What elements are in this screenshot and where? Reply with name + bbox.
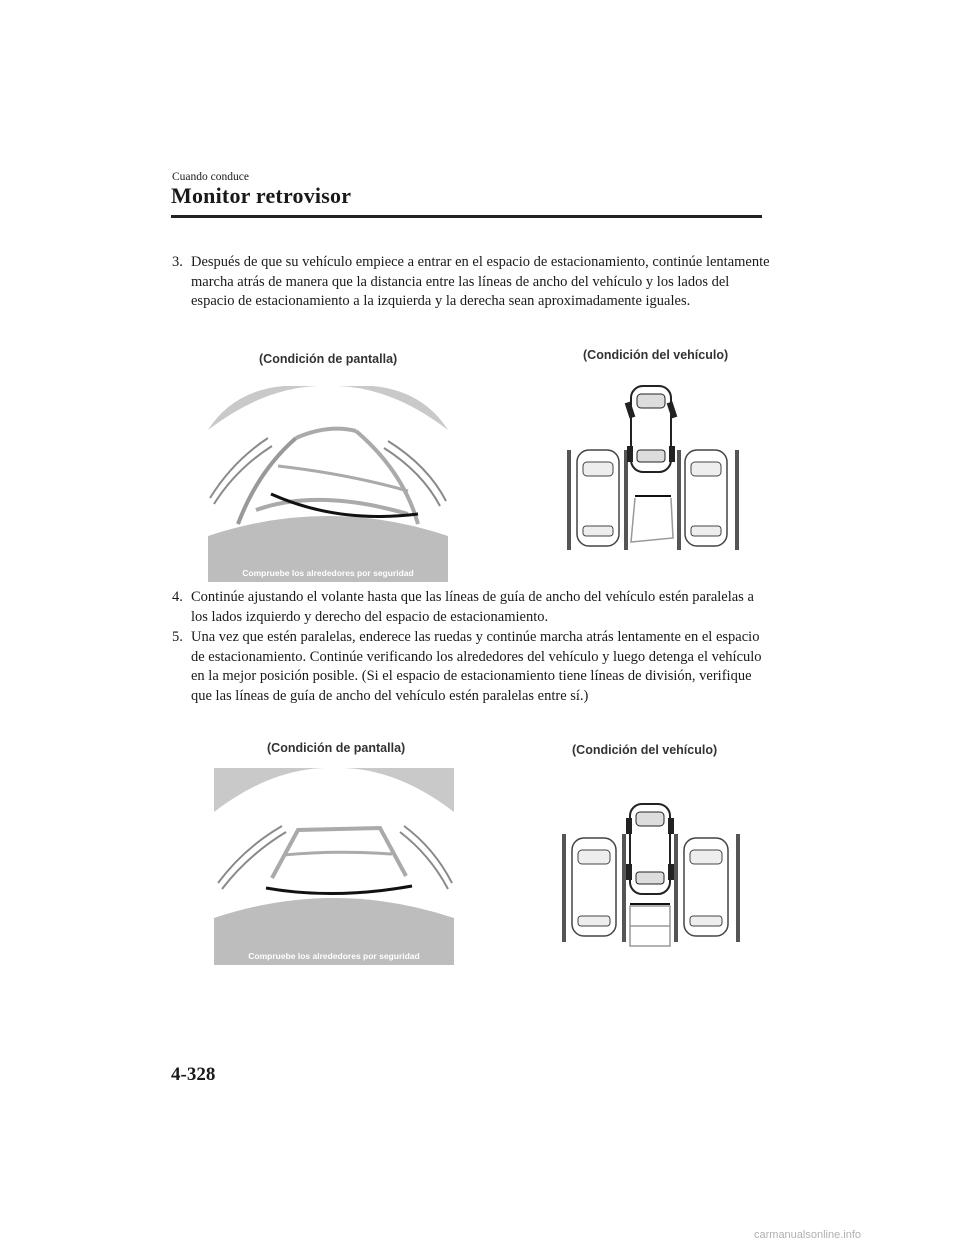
step-text: Continúe ajustando el volante hasta que las líneas de guía de ancho del vehículo estén paralelas a los lados izquierdo y derecho del espacio de estacionamiento.	[191, 589, 754, 625]
step-number: 5.	[172, 629, 183, 645]
section-label: Cuando conduce	[172, 171, 249, 183]
rear-camera-screen	[214, 768, 454, 965]
step-number: 4.	[172, 589, 183, 605]
vehicle-condition-label: (Condición del vehículo)	[572, 743, 718, 757]
screen-condition-label: (Condición de pantalla)	[267, 741, 406, 755]
rear-camera-screen	[208, 386, 448, 582]
parking-diagram	[565, 380, 745, 552]
page-title: Monitor retrovisor	[171, 183, 352, 208]
screen-caption: Compruebe los alrededores por seguridad	[248, 951, 420, 961]
page-number: 4-328	[171, 1064, 216, 1085]
step-text: Después de que su vehículo empiece a entrar en el espacio de estacionamiento, continúe lentamente marcha atrás de manera que la distancia entre las líneas de ancho del vehículo y los lados del espacio de estacionamiento a la izquierda y la derecha sean aproximadamente iguales.	[191, 254, 770, 310]
title-rule	[171, 215, 762, 218]
step-text: Una vez que estén paralelas, enderece las ruedas y continúe marcha atrás lentamente en el espacio de estacionamiento. Continúe verificando los alrededores del vehículo y luego detenga el vehículo en la mejor posición posible. (Si el espacio de estacionamiento tiene líneas de división, verifique que las líneas de guía de ancho del vehículo estén paralelas entre sí.)	[191, 629, 762, 704]
screen-caption: Compruebe los alrededores por seguridad	[242, 568, 414, 578]
vehicle-condition-label: (Condición del vehículo)	[583, 348, 729, 362]
step-number: 3.	[172, 254, 183, 270]
step-4	[172, 588, 772, 627]
screen-condition-label: (Condición de pantalla)	[259, 352, 398, 366]
parking-diagram	[558, 800, 744, 950]
step-5	[172, 628, 772, 706]
watermark: carmanualsonline.info	[754, 1229, 862, 1241]
step-3	[172, 253, 772, 312]
